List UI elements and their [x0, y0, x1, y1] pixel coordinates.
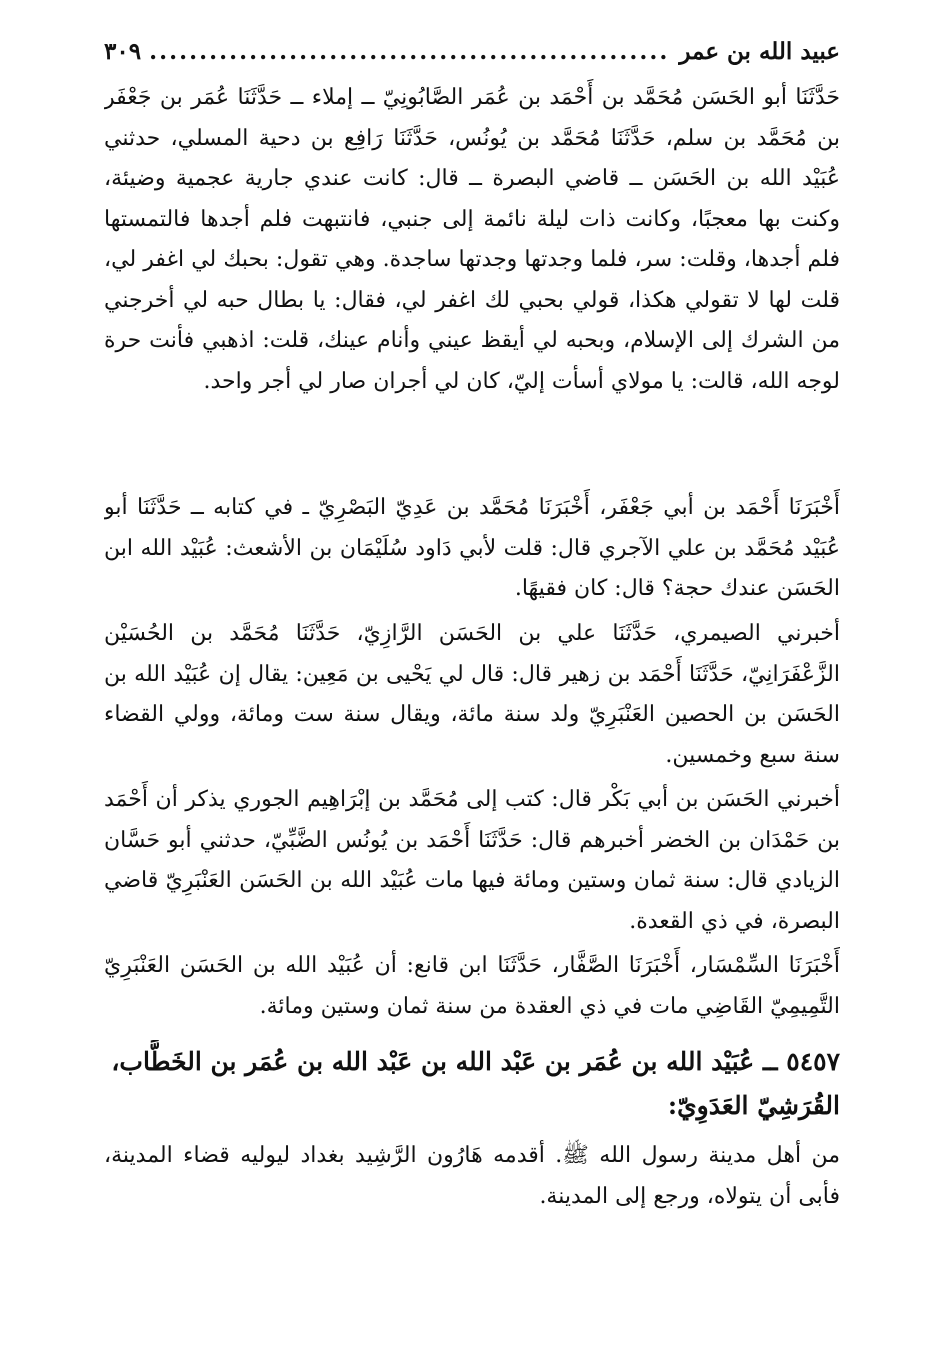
page-number: ٣٠٩ — [104, 38, 142, 65]
paragraph-death: أخبرني الحَسَن بن أبي بَكْر قال: كتب إلى مُحَمَّد بن إبْرَاهِيم الجوري يذكر أن أَحْمَد بن حَمْدَان بن الخضر أخبرهم قال: حَدَّثَنَا أَحْمَد بن يُونُس الضَّبِّيّ، حدثني أبو حَسَّان الزيادي قال: سنة ثمان وستين ومائة فيها مات عُبَيْد الله بن الحَسَن العَنْبَرِيّ قاضي البصرة، في ذي القعدة. — [104, 787, 840, 934]
paragraph-birth: أخبرني الصيمري، حَدَّثَنَا علي بن الحَسَن الرَّازِيّ، حَدَّثَنَا مُحَمَّد بن الحُسَيْن الزَّعْفَرَانِيّ، حَدَّثَنَا أَحْمَد بن زهير قال: قال لي يَحْيى بن مَعِين: يقال إن عُبَيْد الله بن الحَسَن بن الحصين العَنْبَرِيّ ولد سنة مائة، ويقال سنة ست ومائة، وولي القضاء سنة سبع وخمسين. — [104, 621, 840, 768]
running-header — [104, 38, 840, 78]
paragraph-death-ibn-qani: أَخْبَرَنَا السِّمْسَار، أَخْبَرَنَا الصَّفَّار، حَدَّثَنَا ابن قانع: أن عُبَيْد الله بن الحَسَن العَنْبَرِيّ التَّمِيمِيّ القَاضِي مات في ذي العقدة من سنة ثمان وستين ومائة. — [104, 953, 840, 1019]
running-title: عبيد الله بن عمر — [679, 38, 840, 65]
paragraph-narration: حَدَّثَنَا أبو الحَسَن مُحَمَّد بن أَحْمَد بن عُمَر الصَّابُونِيّ ــ إملاء ــ حَدَّثَنَا عُمَر بن جَعْفَر بن مُحَمَّد بن سلم، حَدَّثَنَا مُحَمَّد بن يُونُس، حَدَّثَنَا رَافِع بن دحية المسلي، حدثني عُبَيْد الله بن الحَسَن ــ قاضي البصرة ــ قال: كانت عندي جارية عجمية وضيئة، وكنت بها معجبًا، وكانت ذات ليلة نائمة إلى جنبي، فانتبهت فلم أجدها فالتمستها فلم أجدها، وقلت: سر، فلما وجدتها وجدتها ساجدة. وهي تقول: بحبك لي اغفر لي، قلت لها لا تقولي هكذا، قولي بحبي لك اغفر لي، فقال: يا بطال حبه لي أخرجني من الشرك إلى الإسلام، وبحبه لي أيقظ عيني وأنام عينك، قلت: اذهبي فأنت حرة لوجه الله، قالت: يا مولاي أسأت إليّ، كان لي أجران صار لي أجر واحد. — [104, 85, 840, 394]
leader-dots — [149, 38, 671, 65]
paragraph-abu-dawud: أَخْبَرَنَا أَحْمَد بن أبي جَعْفَر، أَخْبَرَنَا مُحَمَّد بن عَدِيّ البَصْرِيّ ـ في كتابه ــ حَدَّثَنَا أبو عُبَيْد مُحَمَّد بن علي الآجري قال: قلت لأبي دَاود سُلَيْمَان بن الأشعث: عُبَيْد الله ابن الحَسَن عندك حجة؟ قال: كان فقيهًا. — [104, 495, 840, 601]
entry-text: من أهل مدينة رسول الله ﷺ. أقدمه هَارُون الرَّشِيد بغداد ليوليه قضاء المدينة، فأبى أن يتولاه، ورجع إلى المدينة. — [104, 1143, 840, 1209]
entry-heading: ٥٤٥٧ ــ عُبَيْد الله بن عُمَر بن عَبْد الله بن عَبْد الله بن عُمَر بن الخَطَّاب، القُرَشِيّ العَدَوِيّ: — [111, 1047, 840, 1120]
